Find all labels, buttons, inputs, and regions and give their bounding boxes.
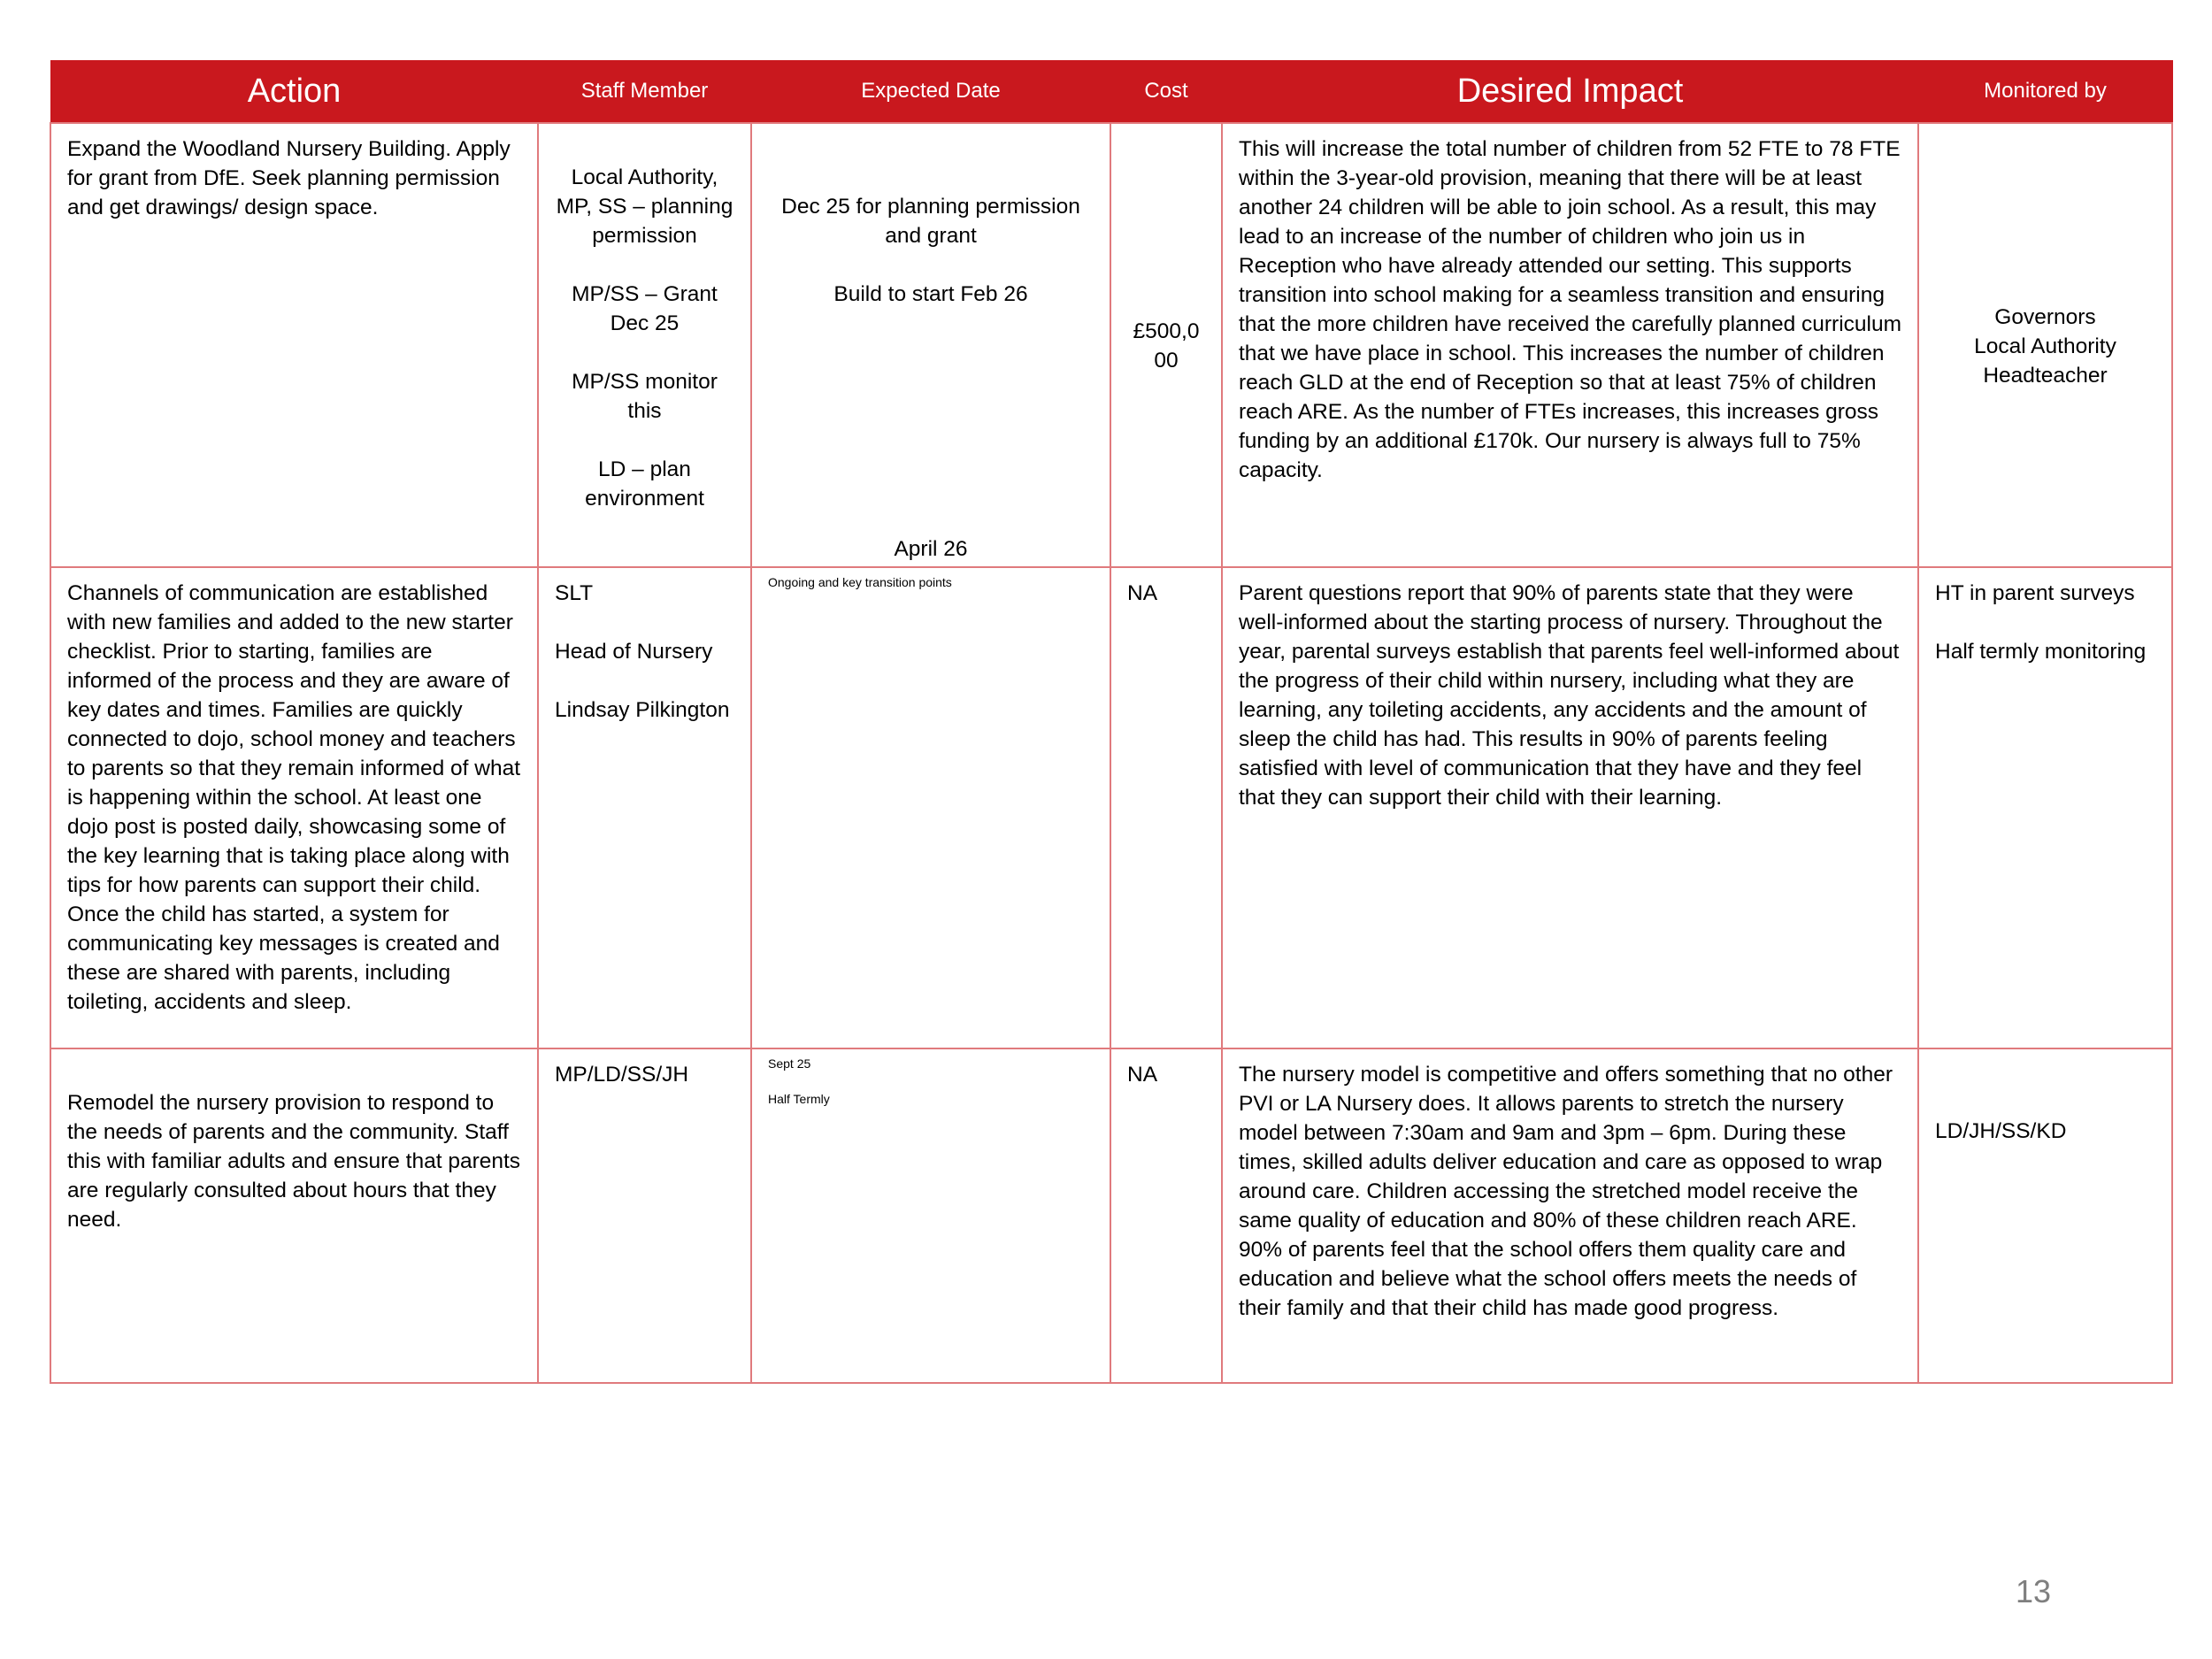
cell-staff-member: SLT Head of Nursery Lindsay Pilkington: [538, 567, 751, 1048]
table-row: [50, 567, 2172, 1048]
cell-expected-date: Sept 25 Half Termly: [751, 1048, 1110, 1383]
header-desired-impact: Desired Impact: [1222, 60, 1918, 123]
cell-desired-impact: This will increase the total number of children from 52 FTE to 78 FTE within the 3-year-old provision, meaning that there will be at least another 24 children will be able to join school. As a result, this may lead to an increase of the number of children who join us in Reception who have already attended our setting. This supports transition into school making for a seamless transition and ensuring that the more children have received the carefully planned curriculum that we have place in school. This increases the number of children reach GLD at the end of Reception so that at least 75% of children reach ARE. As the number of FTEs increases, this increases gross funding by an additional £170k. Our nursery is always full to 75% capacity.: [1222, 123, 1918, 567]
header-action: Action: [50, 60, 538, 123]
header-cost: Cost: [1110, 60, 1222, 123]
cell-action: Channels of communication are established with new families and added to the new starter checklist. Prior to starting, families are informed of the process and they are aware of key dates and times. Families are quickly connected to dojo, school money and teachers to parents so that they remain informed of what is happening within the school. At least one dojo post is posted daily, showcasing some of the key learning that is taking place along with tips for how parents can support their child. Once the child has started, a system for communicating key messages is created and these are shared with parents, including toileting, accidents and sleep.: [50, 567, 538, 1048]
table-row: [50, 123, 2172, 567]
header-monitored-by: Monitored by: [1918, 60, 2172, 123]
header-expected-date: Expected Date: [751, 60, 1110, 123]
cell-monitored-by: HT in parent surveys Half termly monitoring: [1918, 567, 2172, 1048]
cell-action: Expand the Woodland Nursery Building. Apply for grant from DfE. Seek planning permission and get drawings/ design space.: [50, 123, 538, 567]
action-plan-table: [50, 60, 2173, 1384]
table-row: [50, 1048, 2172, 1383]
header-staff-member: Staff Member: [538, 60, 751, 123]
cell-cost: NA: [1110, 1048, 1222, 1383]
page-number: 13: [2016, 1573, 2052, 1609]
cell-desired-impact: Parent questions report that 90% of parents state that they were well-informed about the starting process of nursery. Throughout the year, parental surveys establish that parents feel well-informed about the progress of their child within nursery, including what they are learning, any toileting accidents, any accidents and the amount of sleep the child has had. This results in 90% of parents feeling satisfied with level of communication that they have and they feel that they can support their child with their learning.: [1222, 567, 1918, 1048]
cell-cost: NA: [1110, 567, 1222, 1048]
header-row: [50, 60, 2172, 123]
cell-staff-member: Local Authority, MP, SS – planning permission MP/SS – Grant Dec 25 MP/SS monitor this LD – plan environment: [538, 123, 751, 567]
cell-monitored-by: Governors Local Authority Headteacher: [1918, 123, 2172, 567]
cell-desired-impact: The nursery model is competitive and offers something that no other PVI or LA Nursery does. It allows parents to stretch the nursery model between 7:30am and 9am and 3pm – 6pm. During these times, skilled adults deliver education and care as opposed to wrap around care. Children accessing the stretched model receive the same quality of education and 80% of these children reach ARE. 90% of parents feel that the school offers them quality care and education and believe what the school offers meets the needs of their family and that their child has made good progress.: [1222, 1048, 1918, 1383]
expected-date-bottom: April 26: [894, 537, 968, 561]
cell-action: Remodel the nursery provision to respond to the needs of parents and the community. Staff this with familiar adults and ensure that parents are regularly consulted about hours that they need.: [50, 1048, 538, 1383]
expected-date-stack: [768, 192, 1094, 564]
cell-expected-date: [751, 123, 1110, 567]
cell-staff-member: MP/LD/SS/JH: [538, 1048, 751, 1383]
cell-expected-date: Ongoing and key transition points: [751, 567, 1110, 1048]
cell-cost: £500,0 00: [1110, 123, 1222, 567]
cell-monitored-by: LD/JH/SS/KD: [1918, 1048, 2172, 1383]
expected-date-top: Dec 25 for planning permission and grant Build to start Feb 26: [781, 195, 1080, 306]
